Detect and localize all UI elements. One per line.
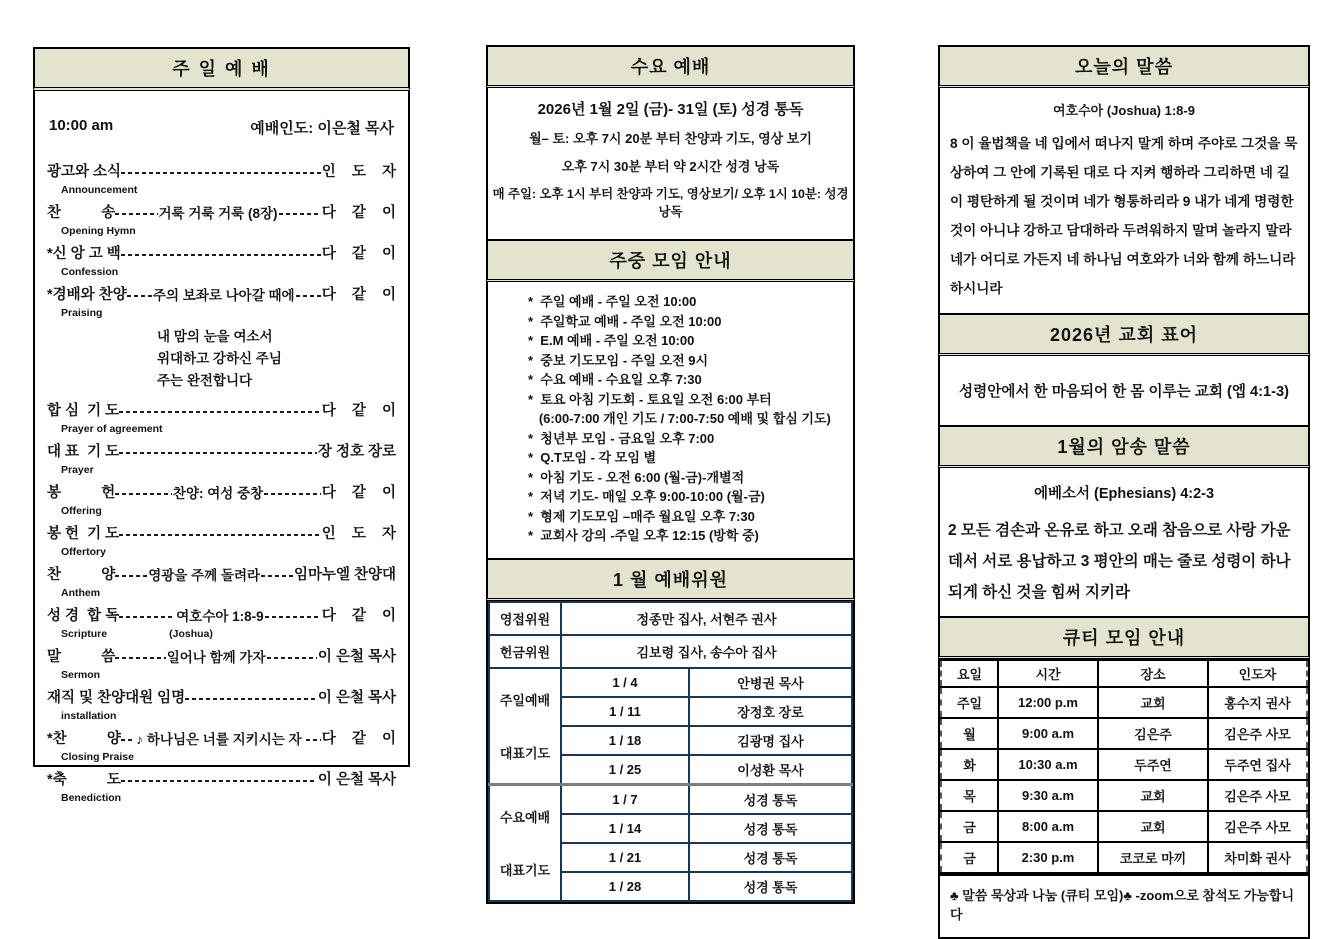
- wednesday-worship-panel: [486, 47, 855, 904]
- bible-reading-period: 2026년 1월 2일 (금)- 31일 (토) 성경 통독: [537, 101, 804, 118]
- service-item-right: 인 도 자: [321, 526, 396, 542]
- dash-leader: [264, 493, 321, 495]
- dash-leader: [119, 616, 175, 618]
- service-item-label: *신 앙 고 백: [47, 246, 121, 262]
- table-cell: 1 / 21: [561, 843, 689, 872]
- list-item: * 중보 기도모임 - 주일 오전 9시: [528, 352, 709, 368]
- service-line-sub: Scripture (Joshua): [61, 628, 213, 640]
- service-line-sub: installation: [61, 710, 117, 722]
- table-row: [489, 602, 852, 635]
- praise-song: 내 맘의 눈을 여소서: [157, 329, 273, 344]
- qt-table-wrap: [938, 659, 1310, 876]
- service-line-sub: Opening Hymn: [61, 225, 136, 237]
- service-line-sub: Prayer of agreement: [61, 423, 163, 435]
- service-line: [47, 399, 396, 420]
- praise-song: 주는 완전합니다: [157, 373, 253, 388]
- table-cell: 8:00 a.m: [998, 811, 1098, 842]
- list-item: * 청년부 모임 - 금요일 오후 7:00: [528, 430, 715, 446]
- table-cell: 월: [941, 718, 998, 749]
- service-item-label: 찬 양: [47, 567, 116, 583]
- dash-leader: [261, 575, 293, 577]
- qt-meeting-section: [938, 616, 1310, 939]
- table-cell: 헌금위원: [489, 635, 561, 668]
- dash-leader: [115, 493, 172, 495]
- service-item-right: 인 도 자: [321, 164, 396, 180]
- todays-word-section: [938, 45, 1310, 315]
- weekly-meetings-list: [486, 282, 855, 560]
- service-line-sub: Sermon: [61, 669, 101, 681]
- sunday-schedule: 매 주일: 오후 1시 부터 찬양과 기도, 영상보기/ 오후 1시 10분: 성경 낭독: [492, 187, 849, 219]
- dash-leader: [121, 780, 317, 782]
- table-cell: 안병권 목사: [689, 668, 852, 697]
- praise-song-list: [157, 326, 396, 392]
- todays-word-panel: [938, 47, 1310, 939]
- dash-leader: [121, 254, 321, 256]
- service-item-center: 거룩 거룩 거룩 (8장): [158, 205, 278, 221]
- table-cell: 홍수지 권사: [1208, 687, 1307, 718]
- service-item-label: 말 씀: [47, 649, 116, 665]
- table-cell: 10:30 a.m: [998, 749, 1098, 780]
- praise-song: 위대하고 강하신 주님: [157, 351, 282, 366]
- table-header-row: [941, 660, 1307, 687]
- wednesday-worship-title: 수요 예배: [486, 45, 855, 88]
- service-item-label: 재직 및 찬양대원 임명: [47, 690, 186, 706]
- service-item-right: 다 같 이: [321, 608, 396, 624]
- service-item-center: 영광을 주께 돌려라: [148, 567, 261, 583]
- table-cell: 금: [941, 811, 998, 842]
- service-item-label: *축 도: [47, 772, 121, 788]
- worship-committee-table: [488, 601, 853, 902]
- service-line: [47, 440, 396, 461]
- dash-leader: [119, 452, 317, 454]
- table-cell: 김은주 사모: [1208, 718, 1307, 749]
- scripture-book-english: (Joshua): [169, 628, 213, 640]
- service-line-sub: Announcement: [61, 184, 138, 196]
- table-row: [941, 718, 1307, 749]
- memory-verse-section: [938, 425, 1310, 618]
- table-cell: 교회: [1098, 687, 1208, 718]
- service-time: 10:00 am: [49, 117, 114, 134]
- service-line-sub: Offertory: [61, 546, 106, 558]
- service-item-right: 이 은철 목사: [317, 649, 397, 665]
- qt-meeting-title: 큐티 모임 안내: [938, 616, 1310, 659]
- service-line: [47, 481, 396, 502]
- worship-committee-section: [486, 558, 855, 904]
- scripture-text: 8 이 율법책을 네 입에서 떠나지 말게 하며 주야로 그것을 묵상하여 그 안에 기록된 대로 다 지켜 행하라 그리하면 네 길이 평탄하게 될 것이며 네가 형통하리라 9 내가 네게 명령한 것이 아니냐 강하고 담대하라 두려워하지 말며 놀라지 말라 네가 어디로 가든지 네 하나님 여호와가 너와 함께 하느니라 하시니라: [950, 136, 1298, 296]
- wednesday-worship-info: [486, 88, 855, 241]
- table-cell: 김은주 사모: [1208, 780, 1307, 811]
- dash-leader: [267, 657, 317, 659]
- table-cell: 김광명 집사: [689, 726, 852, 755]
- table-cell: 김보령 집사, 송수아 집사: [561, 635, 852, 668]
- service-item-right: 다 같 이: [321, 485, 396, 501]
- service-item-label: 합 심 기 도: [47, 403, 120, 419]
- dash-leader: [265, 616, 321, 618]
- service-line-sub: Closing Praise: [61, 751, 134, 763]
- table-cell: 두주연: [1098, 749, 1208, 780]
- list-item: * Q.T모임 - 각 모임 별: [528, 450, 657, 465]
- table-cell: 주일: [941, 687, 998, 718]
- table-cell: 두주연 집사: [1208, 749, 1307, 780]
- service-item-label: 봉 헌 기 도: [47, 526, 120, 542]
- table-cell: 9:00 a.m: [998, 718, 1098, 749]
- service-line: [47, 645, 396, 666]
- column-header: 인도자: [1208, 660, 1307, 687]
- service-item-right: 다 같 이: [321, 246, 396, 262]
- service-item-center: 찬양: 여성 중창: [172, 485, 264, 501]
- table-row: [489, 635, 852, 668]
- table-row: [489, 784, 852, 814]
- service-line-sub: Benediction: [61, 792, 122, 804]
- table-row: [941, 780, 1307, 811]
- service-line: [47, 201, 396, 222]
- service-time-row: [49, 117, 394, 138]
- service-line-sub: Confession: [61, 266, 119, 278]
- service-item-right: 이 은철 목사: [317, 772, 396, 788]
- table-cell: 성경 통독: [689, 872, 852, 901]
- service-item-right: 이 은철 목사: [317, 690, 396, 706]
- memory-verse-title: 1월의 암송 말씀: [938, 425, 1310, 468]
- table-cell: 12:00 p.m: [998, 687, 1098, 718]
- dash-leader: [121, 172, 321, 174]
- service-item-right: 임마누엘 찬양대: [293, 567, 397, 583]
- service-line: [47, 563, 396, 584]
- sunday-worship-panel: [33, 47, 410, 804]
- table-cell: 김은주 사모: [1208, 811, 1307, 842]
- table-cell: 성경 통독: [689, 843, 852, 872]
- memory-verse-text: 2 모든 겸손과 온유로 하고 오래 참음으로 사랑 가운데서 서로 용납하고 3 평안의 매는 줄로 성령이 하나 되게 하신 것을 힘써 지키라: [948, 522, 1291, 601]
- group-label: 수요예배: [499, 809, 551, 825]
- service-line: [47, 242, 396, 263]
- table-cell: 2:30 p.m: [998, 842, 1098, 873]
- table-cell: 1 / 25: [561, 755, 689, 785]
- dash-leader: [121, 739, 135, 741]
- service-item-right: 다 같 이: [321, 403, 396, 419]
- service-item-label: 성 경 합 독: [47, 608, 120, 624]
- dash-leader: [115, 575, 147, 577]
- table-cell: 1 / 18: [561, 726, 689, 755]
- table-row: [941, 842, 1307, 873]
- table-cell: 1 / 14: [561, 814, 689, 843]
- table-cell: 영접위원: [489, 602, 561, 635]
- service-line: [47, 686, 396, 707]
- service-line: [47, 727, 396, 748]
- table-cell: 이성환 목사: [689, 755, 852, 785]
- scripture-reference: 여호수아 (Joshua) 1:8-9: [1053, 103, 1195, 118]
- table-cell: 차미화 권사: [1208, 842, 1307, 873]
- service-line-sub: Praising: [61, 307, 103, 319]
- group-label: 대표기도: [499, 862, 551, 878]
- table-cell: 성경 통독: [689, 784, 852, 814]
- list-item: (6:00-7:00 개인 기도 / 7:00-7:50 예배 및 합심 기도): [528, 411, 831, 426]
- dash-leader: [296, 295, 321, 297]
- church-motto-section: [938, 313, 1310, 427]
- table-row: [941, 687, 1307, 718]
- table-cell: 장정호 장로: [689, 697, 852, 726]
- table-cell: 9:30 a.m: [998, 780, 1098, 811]
- table-cell: 1 / 4: [561, 668, 689, 697]
- list-item: * 교회사 강의 -주일 오후 12:15 (방학 중): [528, 528, 759, 543]
- column-header: 장소: [1098, 660, 1208, 687]
- service-line: [47, 768, 396, 789]
- service-item-label: 광고와 소식: [47, 164, 122, 180]
- list-item: * 주일 예배 - 주일 오전 10:00: [528, 294, 697, 309]
- dash-leader: [279, 213, 321, 215]
- column-header: 요일: [941, 660, 998, 687]
- dash-leader: [306, 739, 320, 741]
- table-row: [489, 668, 852, 697]
- table-cell: 교회: [1098, 811, 1208, 842]
- list-item: * 아침 기도 - 오전 6:00 (월-금)-개별적: [528, 469, 745, 485]
- service-leader: 예배인도: 이은철 목사: [250, 120, 394, 137]
- list-item: * E.M 예배 - 주일 오전 10:00: [528, 333, 695, 348]
- reading-schedule: 오후 7시 30분 부터 약 2시간 성경 낭독: [561, 159, 780, 174]
- church-motto-title: 2026년 교회 표어: [938, 313, 1310, 356]
- weekly-meetings-section: [486, 239, 855, 560]
- service-item-right: 장 정호 장로: [317, 444, 396, 460]
- table-row: [941, 749, 1307, 780]
- service-item-center: ♪ 하나님은 너를 지키시는 자: [136, 731, 306, 747]
- table-cell: 1 / 7: [561, 784, 689, 814]
- service-line-sub: Offering: [61, 505, 102, 517]
- table-cell: 화: [941, 749, 998, 780]
- service-item-center: 주의 보좌로 나아갈 때에: [152, 287, 295, 303]
- column-header: 시간: [998, 660, 1098, 687]
- dash-leader: [127, 295, 152, 297]
- group-label-cell: [489, 784, 561, 901]
- service-line: [47, 160, 396, 181]
- list-item: * 수요 예배 - 수요일 오후 7:30: [528, 372, 702, 387]
- service-item-label: 봉 헌: [47, 485, 116, 501]
- dash-leader: [115, 657, 165, 659]
- dash-leader: [119, 534, 321, 536]
- service-item-label: *경배와 찬양: [47, 287, 127, 303]
- dash-leader: [185, 698, 317, 700]
- weekly-meetings-title: 주중 모임 안내: [486, 239, 855, 282]
- table-cell: 1 / 28: [561, 872, 689, 901]
- weekday-schedule: 월– 토: 오후 7시 20분 부터 찬양과 기도, 영상 보기: [529, 131, 812, 146]
- qt-note: ♣ 말씀 묵상과 나눔 (큐티 모임)♣ -zoom으로 참석도 가능합니다: [938, 874, 1310, 939]
- sunday-worship-title: 주 일 예 배: [33, 47, 410, 91]
- group-label-cell: [489, 668, 561, 785]
- group-label: 대표기도: [499, 745, 551, 761]
- table-cell: 1 / 11: [561, 697, 689, 726]
- sunday-worship-body: [33, 91, 410, 804]
- table-cell: 코코로 마끼: [1098, 842, 1208, 873]
- service-item-label: 대 표 기 도: [47, 444, 120, 460]
- list-item: * 저녁 기도- 매일 오후 9:00-10:00 (월-금): [528, 489, 765, 504]
- service-item-right: 다 같 이: [321, 205, 397, 221]
- service-line-sub: Prayer: [61, 464, 94, 476]
- service-item-right: 다 같 이: [321, 287, 397, 303]
- service-item-center: 여호수아 1:8-9: [176, 608, 264, 624]
- table-cell: 정종만 집사, 서현주 권사: [561, 602, 852, 635]
- group-label: 주일예배: [499, 692, 551, 708]
- service-item-label: 찬 송: [47, 205, 116, 221]
- service-line-sub: Anthem: [61, 587, 101, 599]
- service-item-label: *찬 양: [47, 731, 121, 747]
- list-item: * 토요 아침 기도회 - 토요일 오전 6:00 부터: [528, 391, 772, 407]
- qt-meeting-table: [940, 659, 1308, 874]
- memory-verse-body-wrap: [938, 468, 1310, 618]
- todays-word-title: 오늘의 말씀: [938, 45, 1310, 88]
- memory-verse-reference: 에베소서 (Ephesians) 4:2-3: [1033, 486, 1215, 502]
- service-line: [47, 604, 396, 625]
- service-line: [47, 522, 396, 543]
- service-item-center: 일어나 함께 가자: [166, 649, 266, 665]
- dash-leader: [119, 411, 321, 413]
- todays-word-body-wrap: [938, 88, 1310, 315]
- table-cell: 교회: [1098, 780, 1208, 811]
- table-cell: 김은주: [1098, 718, 1208, 749]
- wednesday-worship-section: [486, 45, 855, 241]
- church-motto-text: 성령안에서 한 마음되어 한 몸 이루는 교회 (엡 4:1-3): [938, 356, 1310, 427]
- service-line: [47, 283, 396, 304]
- table-cell: 금: [941, 842, 998, 873]
- dash-leader: [115, 213, 157, 215]
- table-cell: 성경 통독: [689, 814, 852, 843]
- worship-committee-title: 1 월 예배위원: [486, 558, 855, 601]
- table-cell: 목: [941, 780, 998, 811]
- service-item-right: 다 같 이: [321, 731, 397, 747]
- worship-committee-table-wrap: [486, 601, 855, 904]
- list-item: * 형제 기도모임 –매주 월요일 오후 7:30: [528, 508, 755, 524]
- list-item: * 주일학교 예배 - 주일 오전 10:00: [528, 313, 722, 329]
